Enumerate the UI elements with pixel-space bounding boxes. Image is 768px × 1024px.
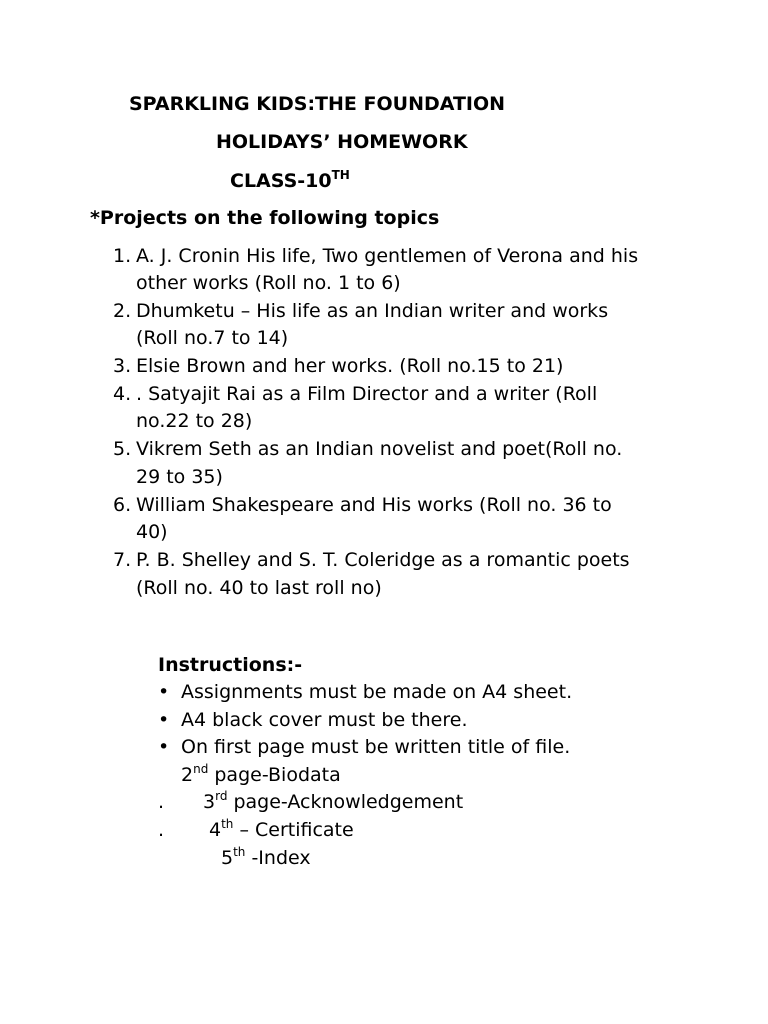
list-item-text: Vikrem Seth as an Indian novelist and poet(Roll no. bbox=[136, 438, 623, 460]
page-item-acknowledgement: 3rd page-Acknowledgement bbox=[203, 789, 464, 813]
instruction-item: A4 black cover must be there. bbox=[181, 709, 468, 731]
list-item-text: 40) bbox=[136, 521, 168, 543]
list-item-text: no.22 to 28) bbox=[136, 410, 253, 432]
class-label: CLASS-10 bbox=[230, 170, 332, 192]
list-item-text: Dhumketu – His life as an Indian writer and works bbox=[136, 300, 609, 322]
list-item-text: 29 to 35) bbox=[136, 466, 223, 488]
list-item-number: 6. bbox=[113, 494, 132, 516]
projects-heading: *Projects on the following topics bbox=[90, 207, 440, 229]
homework-title: HOLIDAYS’ HOMEWORK bbox=[216, 131, 468, 153]
bullet-icon: • bbox=[158, 709, 170, 731]
list-item-number: 1. bbox=[113, 245, 132, 267]
list-item-text: . Satyajit Rai as a Film Director and a writer (Roll bbox=[136, 383, 598, 405]
page-item-prefix: . bbox=[158, 791, 165, 813]
bullet-icon: • bbox=[158, 681, 170, 703]
instructions-heading: Instructions:- bbox=[158, 654, 303, 676]
page-item-biodata: 2nd page-Biodata bbox=[181, 762, 341, 786]
list-item-number: 5. bbox=[113, 438, 132, 460]
list-item-text: P. B. Shelley and S. T. Coleridge as a romantic poets bbox=[136, 549, 630, 571]
bullet-icon: • bbox=[158, 736, 170, 758]
list-item-text: A. J. Cronin His life, Two gentlemen of Verona and his bbox=[136, 245, 639, 267]
school-title: SPARKLING KIDS:THE FOUNDATION bbox=[129, 93, 506, 115]
list-item-text: Elsie Brown and her works. (Roll no.15 to 21) bbox=[136, 355, 564, 377]
list-item-number: 4. bbox=[113, 383, 132, 405]
list-item-text: other works (Roll no. 1 to 6) bbox=[136, 272, 401, 294]
page-item-certificate: 4th – Certificate bbox=[209, 817, 354, 841]
list-item-text: William Shakespeare and His works (Roll no. 36 to bbox=[136, 494, 612, 516]
list-item-text: (Roll no. 40 to last roll no) bbox=[136, 577, 382, 599]
class-superscript: TH bbox=[331, 168, 350, 182]
list-item-number: 7. bbox=[113, 549, 132, 571]
instruction-item: On first page must be written title of file. bbox=[181, 736, 571, 758]
page-item-prefix: . bbox=[158, 819, 165, 841]
list-item-number: 3. bbox=[113, 355, 132, 377]
class-title bbox=[230, 170, 350, 192]
page-item-index: 5th -Index bbox=[221, 845, 311, 869]
list-item-number: 2. bbox=[113, 300, 132, 322]
instruction-item: Assignments must be made on A4 sheet. bbox=[181, 681, 573, 703]
list-item-text: (Roll no.7 to 14) bbox=[136, 327, 289, 349]
